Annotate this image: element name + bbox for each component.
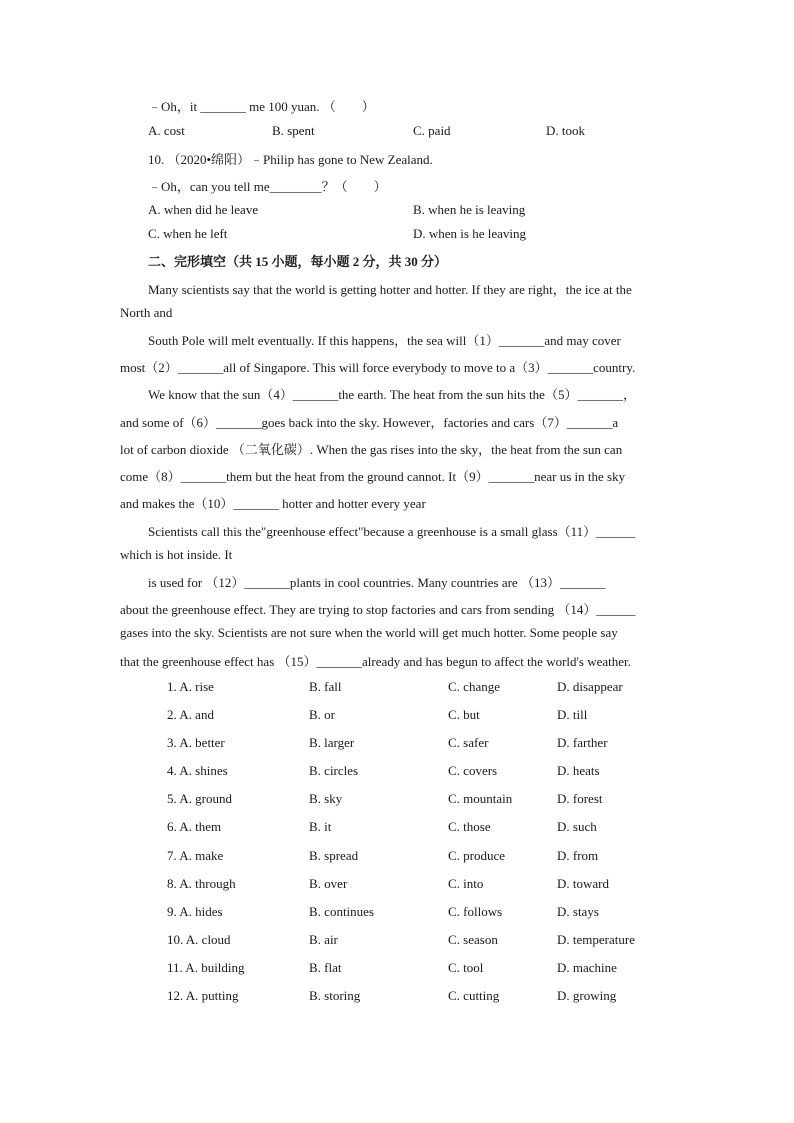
choice-a: 7. A. make — [167, 848, 224, 863]
choice-d: D. till — [557, 707, 588, 722]
choice-b: B. over — [309, 876, 348, 891]
choice-b: B. spread — [309, 848, 359, 863]
passage-line: and some of（6）_______goes back into the sky. However，factories and cars（7）_______a — [120, 415, 619, 430]
choice-b: B. storing — [309, 988, 361, 1003]
passage-line: that the greenhouse effect has （15）_______already and has begun to affect the world's weather. — [120, 654, 631, 669]
q10-option-c: C. when he left — [148, 226, 228, 241]
q10-option-d: D. when is he leaving — [413, 226, 527, 241]
choice-a: 2. A. and — [167, 707, 214, 722]
q9-dialog: ﹣Oh，it _______ me 100 yuan. （ ） — [148, 99, 375, 114]
q10-option-a: A. when did he leave — [148, 202, 259, 217]
choice-d: D. heats — [557, 763, 600, 778]
q10-dialog: ﹣Oh，can you tell me________？（ ） — [148, 179, 387, 194]
choice-c: C. safer — [448, 735, 489, 750]
choice-c: C. produce — [448, 848, 506, 863]
passage-line: is used for （12）_______plants in cool countries. Many countries are （13）_______ — [148, 575, 606, 590]
choice-c: C. tool — [448, 960, 484, 975]
choice-a: 3. A. better — [167, 735, 225, 750]
q10-option-b: B. when he is leaving — [413, 202, 526, 217]
choice-b: B. flat — [309, 960, 342, 975]
choice-a: 4. A. shines — [167, 763, 228, 778]
q9-option-b: B. spent — [272, 123, 315, 138]
passage-line: Many scientists say that the world is getting hotter and hotter. If they are right，the ice at the — [148, 282, 632, 297]
passage-line: come（8）_______them but the heat from the ground cannot. It（9）_______near us in the sky — [120, 469, 626, 484]
section-heading: 二、完形填空（共 15 小题，每小题 2 分，共 30 分） — [148, 254, 448, 269]
choice-c: C. follows — [448, 904, 503, 919]
choice-c: C. season — [448, 932, 498, 947]
choice-c: C. change — [448, 679, 500, 694]
passage-line: most（2）_______all of Singapore. This will force everybody to move to a（3）_______country. — [120, 360, 636, 375]
choice-c: C. mountain — [448, 791, 513, 806]
passage-line: gases into the sky. Scientists are not sure when the world will get much hotter. Some people say — [120, 625, 618, 640]
choice-a: 1. A. rise — [167, 679, 214, 694]
choice-d: D. temperature — [557, 932, 635, 947]
choice-c: C. cutting — [448, 988, 500, 1003]
choice-c: C. but — [448, 707, 480, 722]
passage-line: South Pole will melt eventually. If this happens，the sea will（1）_______and may cover — [148, 333, 621, 348]
passage-line: Scientists call this the"greenhouse effect"because a greenhouse is a small glass（11）______ — [148, 524, 636, 539]
choice-d: D. disappear — [557, 679, 623, 694]
choice-b: B. larger — [309, 735, 355, 750]
choice-b: B. it — [309, 819, 332, 834]
q10-stem: 10. （2020•绵阳）﹣Philip has gone to New Zealand. — [148, 152, 433, 167]
choice-d: D. growing — [557, 988, 617, 1003]
passage-line: We know that the sun（4）_______the earth. The heat from the sun hits the（5）_______， — [148, 387, 636, 402]
choice-b: B. or — [309, 707, 335, 722]
choice-d: D. forest — [557, 791, 603, 806]
passage-line: North and — [120, 305, 173, 320]
choice-d: D. from — [557, 848, 599, 863]
choice-b: B. air — [309, 932, 338, 947]
passage-line: which is hot inside. It — [120, 547, 233, 562]
choice-a: 11. A. building — [167, 960, 245, 975]
choice-d: D. such — [557, 819, 597, 834]
q9-option-c: C. paid — [413, 123, 451, 138]
passage-line: about the greenhouse effect. They are trying to stop factories and cars from sending （14）______ — [120, 602, 636, 617]
choice-c: C. those — [448, 819, 491, 834]
choice-b: B. fall — [309, 679, 342, 694]
choice-b: B. sky — [309, 791, 343, 806]
choice-d: D. stays — [557, 904, 599, 919]
choice-d: D. toward — [557, 876, 609, 891]
passage-line: and makes the（10）_______ hotter and hotter every year — [120, 496, 426, 511]
choice-d: D. machine — [557, 960, 617, 975]
choice-a: 9. A. hides — [167, 904, 223, 919]
q9-option-a: A. cost — [148, 123, 185, 138]
q9-option-d: D. took — [546, 123, 585, 138]
choice-c: C. covers — [448, 763, 498, 778]
choice-d: D. farther — [557, 735, 608, 750]
choice-a: 10. A. cloud — [167, 932, 231, 947]
choice-a: 8. A. through — [167, 876, 236, 891]
choice-a: 5. A. ground — [167, 791, 232, 806]
passage-line: lot of carbon dioxide （二氧化碳）. When the gas rises into the sky，the heat from the sun can — [120, 442, 623, 457]
choice-b: B. continues — [309, 904, 374, 919]
choice-b: B. circles — [309, 763, 359, 778]
choice-a: 6. A. them — [167, 819, 222, 834]
choice-a: 12. A. putting — [167, 988, 239, 1003]
choice-c: C. into — [448, 876, 484, 891]
